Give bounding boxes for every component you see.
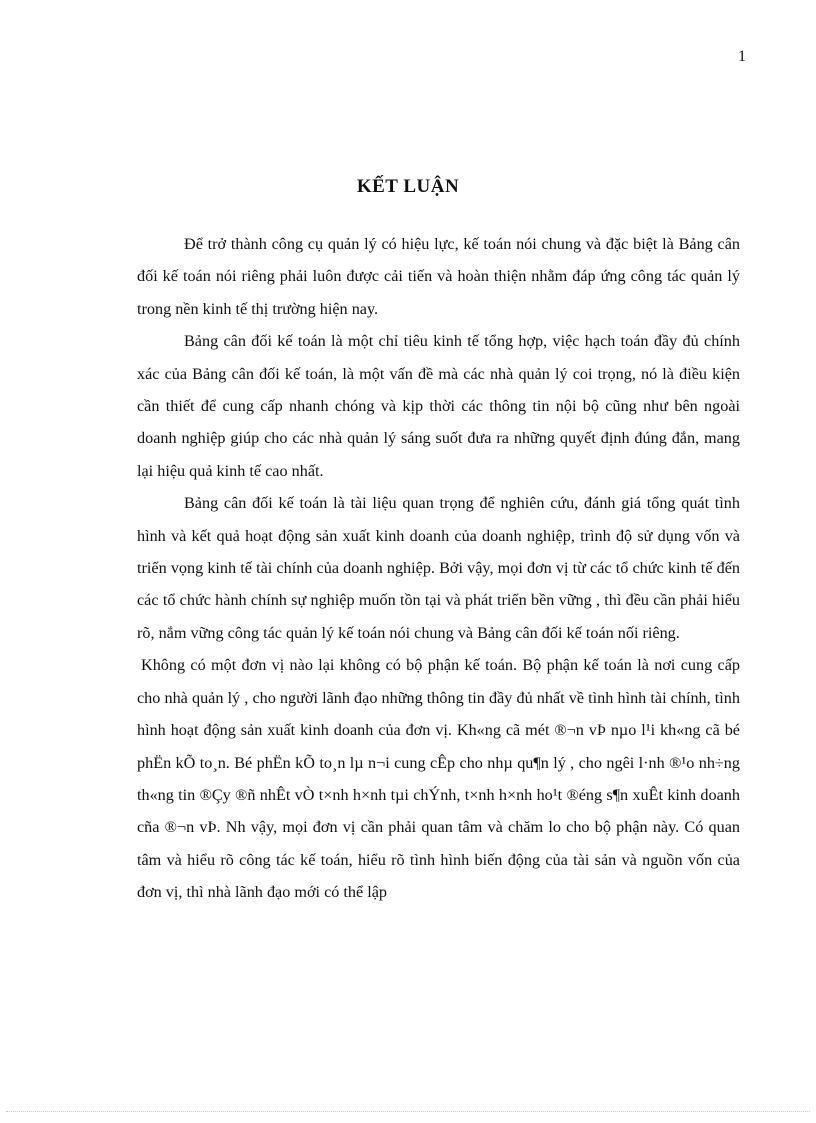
page-bottom-divider bbox=[6, 1111, 810, 1112]
paragraph-2: Bảng cân đối kế toán là một chỉ tiêu kinh tế tổng hợp, việc hạch toán đầy đủ chính xác của Bảng cân đối kế toán, là một vấn đề mà các nhà quản lý coi trọng, nó là điều kiện cần thiết để cung cấp nhanh chóng và kịp thời các thông tin nội bộ cũng như bên ngoài doanh nghiệp giúp cho các nhà quản lý sáng suốt đưa ra những quyết định đúng đắn, mang lại hiệu quả kinh tế cao nhất. bbox=[137, 332, 740, 480]
page-number: 1 bbox=[738, 48, 746, 65]
paragraph-3: Bảng cân đối kế toán là tài liệu quan trọng để nghiên cứu, đánh giá tổng quát tình hình và kết quả hoạt động sản xuất kinh doanh của doanh nghiệp, trình độ sử dụng vốn và triển vọng kinh tế tài chính của doanh nghiệp. Bởi vậy, mọi đơn vị từ các tổ chức kinh tế đến các tổ chức hành chính sự nghiệp muốn tồn tại và phát triển bền vững , thì đều cần phải hiểu rõ, nắm vững công tác quản lý kế toán nói chung và Bảng cân đối kế toán nối riêng. bbox=[137, 494, 740, 642]
body-text bbox=[137, 228, 740, 909]
paragraph-4: Không có một đơn vị nào lại không có bộ phận kế toán. Bộ phận kế toán là nơi cung cấp cho nhà quản lý , cho người lãnh đạo những thông tin đầy đủ nhất về tình hình tài chính, tình hình hoạt động sản xuất kinh doanh của đơn vị. Kh«ng cã mét ®¬n vÞ nµo l¹i kh«ng cã bé phËn kÕ to¸n. Bé phËn kÕ to¸n lµ n¬i cung cÊp cho nhµ qu¶n lý , cho ngêi l·nh ®¹o nh÷ng th«ng tin ®Çy ®ñ nhÊt vÒ t×nh h×nh tµi chÝnh, t×nh h×nh ho¹t ®éng s¶n xuÊt kinh doanh cña ®¬n vÞ. Nh vậy, mọi đơn vị cần phải quan tâm và chăm lo cho bộ phận này. Có quan tâm và hiểu rõ công tác kế toán, hiểu rõ tình hình biến động của tài sản và nguồn vốn của đơn vị, thì nhà lãnh đạo mới có thể lập bbox=[137, 656, 740, 902]
paragraph-1: Để trở thành công cụ quản lý có hiệu lực, kế toán nói chung và đặc biệt là Bảng cân đối kế toán nói riêng phải luôn được cải tiến và hoàn thiện nhằm đáp ứng công tác quản lý trong nền kinh tế thị trường hiện nay. bbox=[137, 235, 740, 318]
page-title: KẾT LUẬN bbox=[356, 176, 460, 197]
